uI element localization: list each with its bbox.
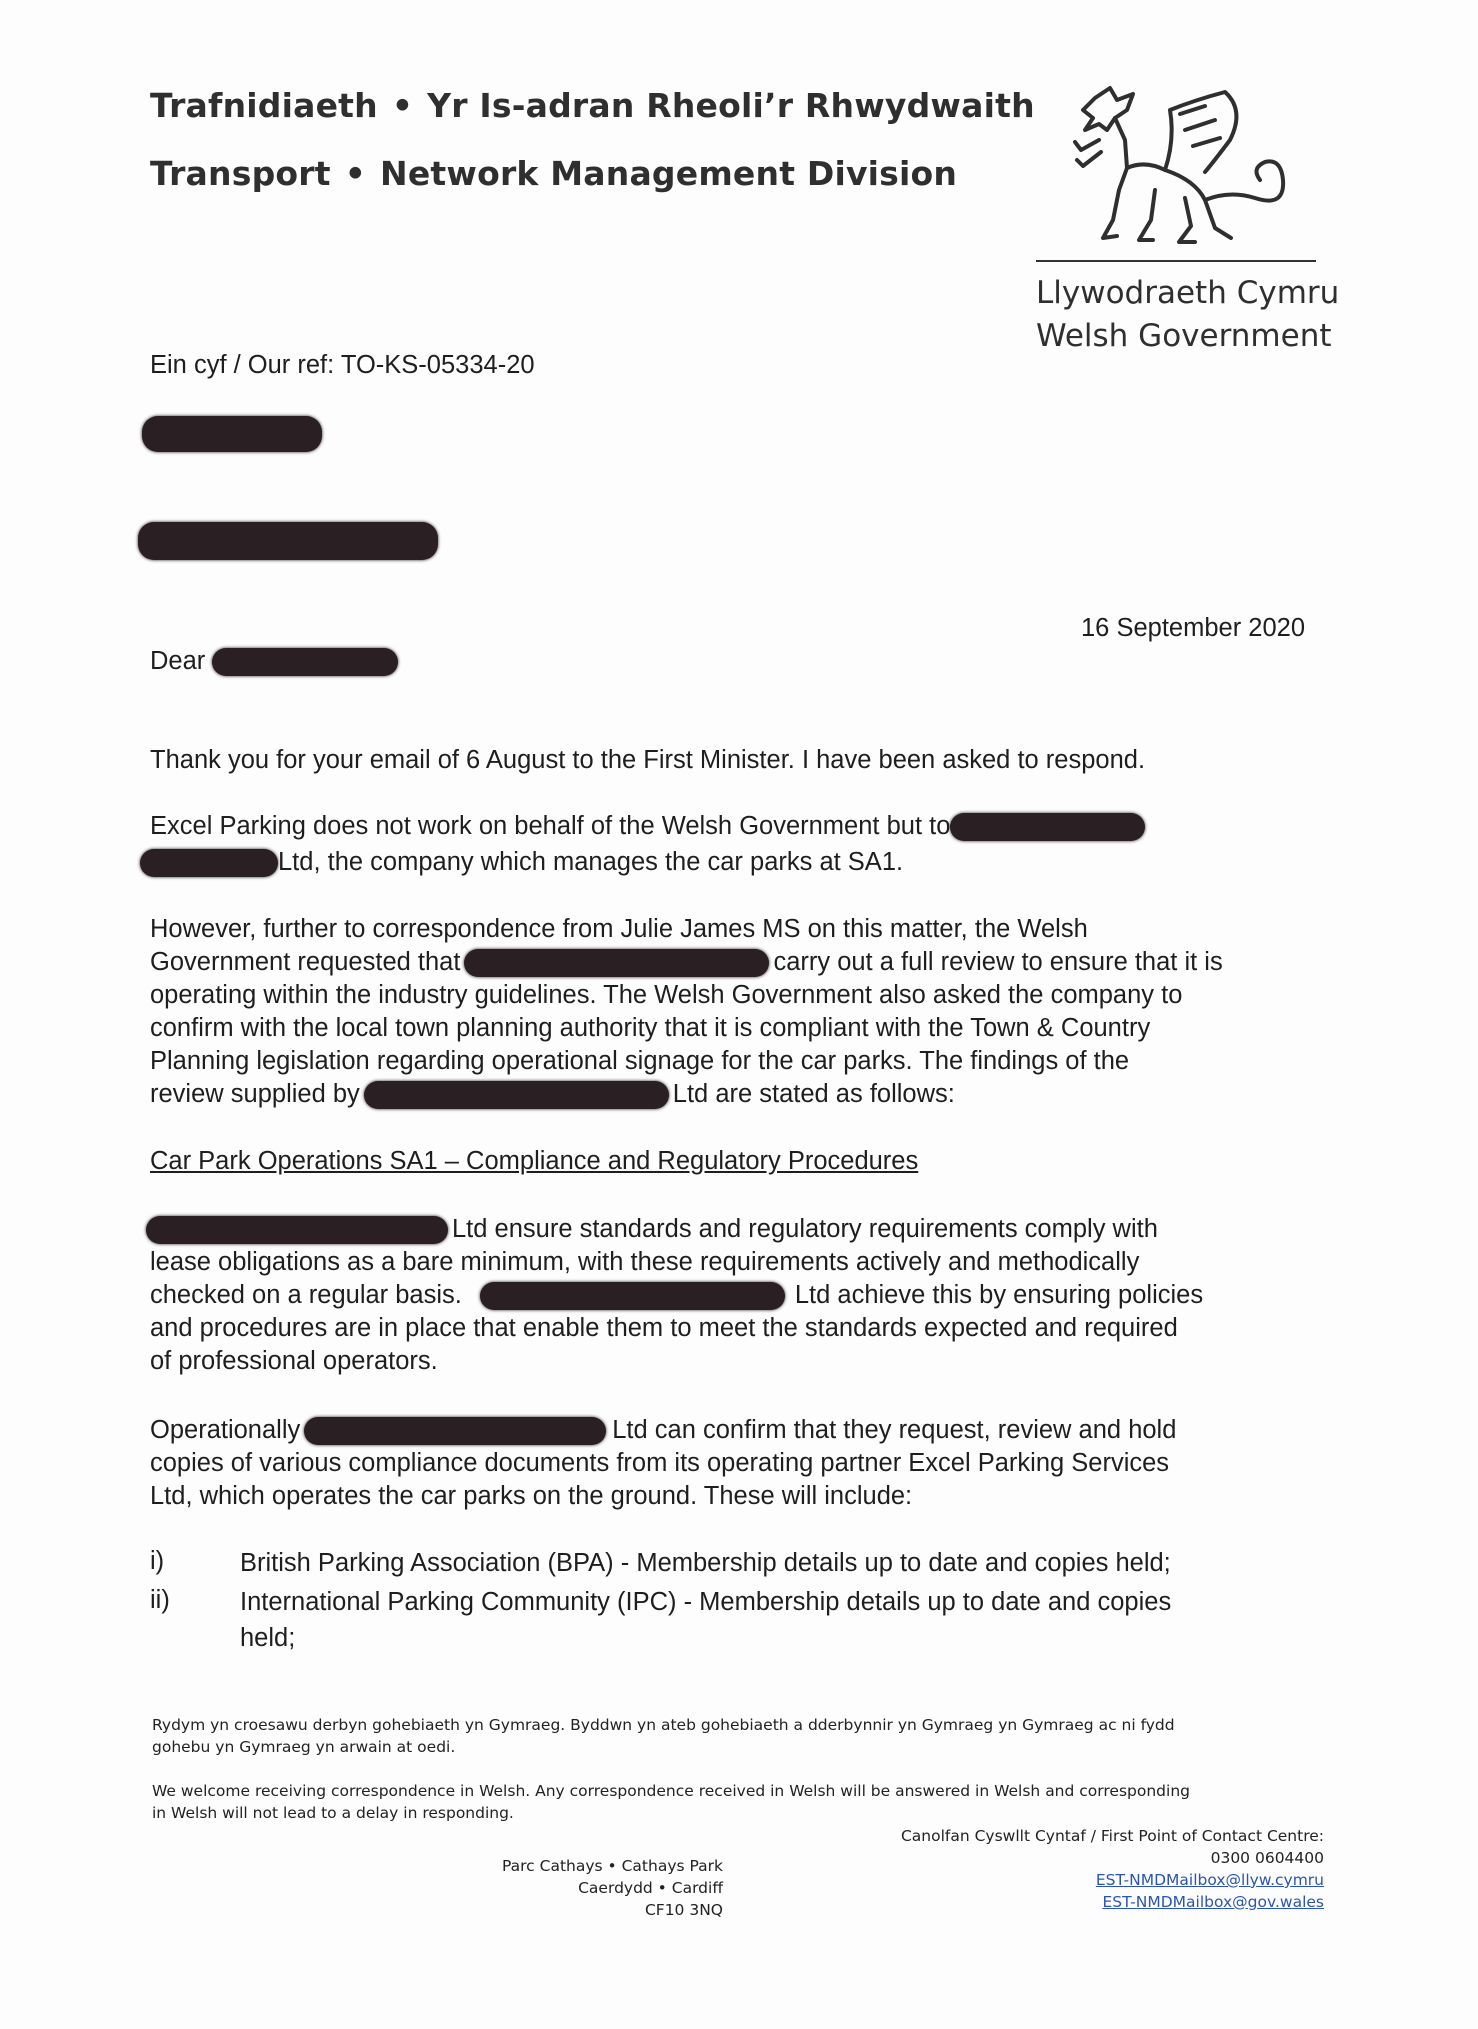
section-heading: Car Park Operations SA1 – Compliance and Regulatory Procedures	[150, 1147, 919, 1175]
paragraph-3-line-6	[150, 1078, 955, 1111]
paragraph-5-text: Operationally	[150, 1416, 301, 1444]
paragraph-3-text: Government requested that	[150, 948, 461, 976]
header-welsh-dept: Trafnidiaeth	[150, 86, 378, 125]
paragraph-3-text: Ltd are stated as follows:	[672, 1080, 955, 1108]
list-number: ii)	[150, 1586, 170, 1614]
paragraph-3-line-5: Planning legislation regarding operational signage for the car parks. The findings of the	[150, 1047, 1130, 1075]
redacted-company	[364, 1081, 669, 1109]
address-line-3: CF10 3NQ	[644, 1901, 723, 1919]
contact-phone: 0300 0604400	[1210, 1849, 1324, 1867]
footer-english-line-2: in Welsh will not lead to a delay in responding.	[152, 1804, 514, 1822]
paragraph-2-text: Ltd, the company which manages the car parks at SA1.	[278, 848, 904, 876]
redacted-company	[140, 849, 278, 877]
paragraph-2-line-2	[140, 846, 903, 879]
address-line-1: Parc Cathays • Cathays Park	[502, 1857, 723, 1875]
paragraph-4-text: Ltd ensure standards and regulatory requirements comply with	[452, 1215, 1158, 1243]
paragraph-5-text: Ltd can confirm that they request, review and hold	[612, 1416, 1177, 1444]
header-english	[150, 154, 957, 193]
paragraph-3-line-4: confirm with the local town planning authority that it is compliant with the Town & Country	[150, 1014, 1151, 1042]
welsh-dragon-icon	[1055, 80, 1305, 255]
redacted-company	[304, 1417, 606, 1445]
header-english-division: Network Management Division	[380, 154, 958, 193]
redacted-company	[950, 813, 1145, 841]
paragraph-5-line-1	[150, 1414, 1176, 1447]
redacted-company	[146, 1216, 448, 1244]
list-number: i)	[150, 1547, 165, 1575]
redacted-recipient-name	[142, 416, 322, 452]
paragraph-5-line-3: Ltd, which operates the car parks on the ground. These will include:	[150, 1482, 913, 1510]
list-item-1: British Parking Association (BPA) - Membership details up to date and copies held;	[240, 1549, 1171, 1577]
header-english-dept: Transport	[150, 154, 331, 193]
paragraph-4-text: checked on a regular basis.	[150, 1281, 462, 1309]
paragraph-3-line-3: operating within the industry guidelines. The Welsh Government also asked the company to	[150, 981, 1183, 1009]
paragraph-3-line-2	[150, 946, 1223, 979]
header-welsh-division: Yr Is-adran Rheoli’r Rhwydwaith	[427, 86, 1035, 125]
paragraph-2-line-1	[150, 810, 1145, 843]
paragraph-2-text: Excel Parking does not work on behalf of the Welsh Government but to	[150, 812, 951, 840]
paragraph-3-text: carry out a full review to ensure that it is	[773, 948, 1223, 976]
paragraph-4-line-1	[146, 1213, 1158, 1246]
contact-title: Canolfan Cyswllt Cyntaf / First Point of Contact Centre:	[900, 1827, 1324, 1845]
redacted-company	[480, 1282, 785, 1310]
paragraph-4-text: Ltd achieve this by ensuring policies	[794, 1281, 1204, 1309]
paragraph-4-line-3	[150, 1279, 1203, 1312]
paragraph-3-text: review supplied by	[150, 1080, 360, 1108]
footer-address	[423, 1855, 723, 1921]
list-item-2-continued: held;	[240, 1624, 296, 1652]
footer-welsh-line-1: Rydym yn croesawu derbyn gohebiaeth yn Gymraeg. Byddwn yn ateb gohebiaeth a dderbynnir yn Gymraeg yn Gymraeg ac ni fydd	[152, 1716, 1175, 1734]
government-welsh-name: Llywodraeth Cymru	[1036, 275, 1340, 311]
reference: Ein cyf / Our ref: TO-KS-05334-20	[150, 351, 535, 379]
salutation-text: Dear	[150, 647, 206, 675]
header-separator: •	[344, 154, 367, 193]
letter-date: 16 September 2020	[1081, 614, 1305, 642]
footer-contact	[764, 1825, 1324, 1913]
paragraph-3-line-1: However, further to correspondence from Julie James MS on this matter, the Welsh	[150, 915, 1088, 943]
redacted-recipient-email	[138, 522, 438, 560]
contact-email-welsh[interactable]: EST-NMDMailbox@llyw.cymru	[1095, 1871, 1324, 1889]
government-divider	[1036, 260, 1316, 262]
footer-welsh-line-2: gohebu yn Gymraeg yn arwain at oedi.	[152, 1738, 456, 1756]
paragraph-4-line-5: of professional operators.	[150, 1347, 438, 1375]
contact-email-english[interactable]: EST-NMDMailbox@gov.wales	[1102, 1893, 1324, 1911]
redacted-salutation-name	[212, 648, 398, 676]
government-english-name: Welsh Government	[1036, 318, 1332, 354]
redacted-company	[464, 949, 769, 977]
salutation	[150, 645, 398, 678]
paragraph-5-line-2: copies of various compliance documents from its operating partner Excel Parking Services	[150, 1449, 1170, 1477]
paragraph-4-line-2: lease obligations as a bare minimum, with these requirements actively and methodically	[150, 1248, 1140, 1276]
paragraph-4-line-4: and procedures are in place that enable them to meet the standards expected and required	[150, 1314, 1178, 1342]
paragraph-1: Thank you for your email of 6 August to the First Minister. I have been asked to respond.	[150, 746, 1146, 774]
header-welsh	[150, 86, 1035, 125]
footer-english-line-1: We welcome receiving correspondence in Welsh. Any correspondence received in Welsh will be answered in Welsh and corresponding	[152, 1782, 1190, 1800]
header-separator: •	[391, 86, 414, 125]
address-line-2: Caerdydd • Cardiff	[578, 1879, 723, 1897]
list-item-2: International Parking Community (IPC) - Membership details up to date and copies	[240, 1588, 1172, 1616]
